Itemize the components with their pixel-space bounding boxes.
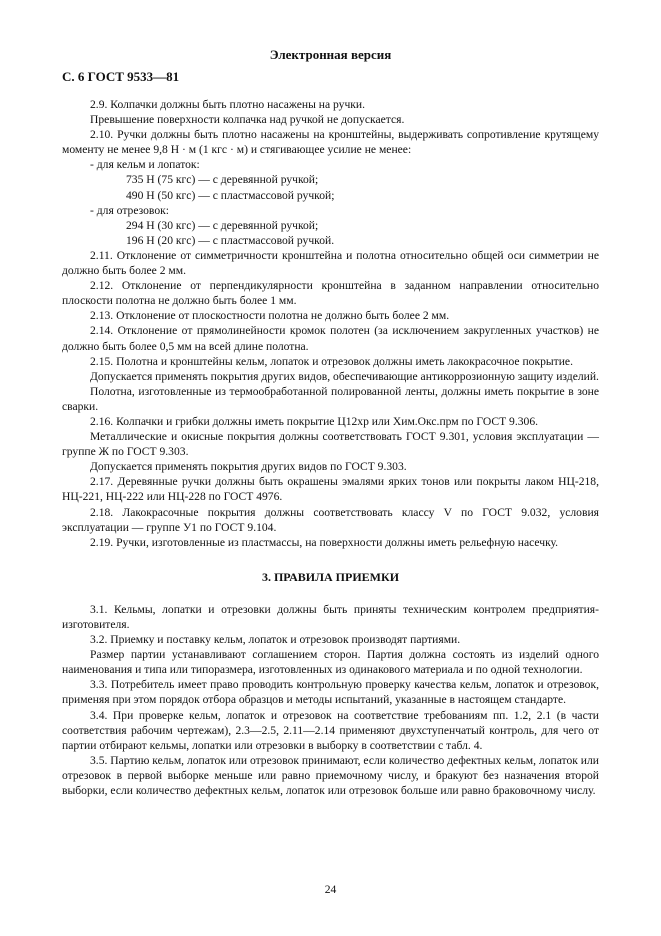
clause-2-9: 2.9. Колпачки должны быть плотно насажены на ручки.: [90, 98, 366, 111]
clause-2-16: 2.16. Колпачки и грибки должны иметь покрытие Ц12хр или Хим.Окс.прм по ГОСТ 9.306.: [90, 414, 539, 428]
section-title: 3. ПРАВИЛА ПРИЕМКИ: [261, 569, 400, 584]
clause-2-12: 2.12. Отклонение от перпендикулярности кронштейна в заданном направлении относительно плоскости полотна не должно быть более 1 мм.: [62, 279, 599, 308]
clause-2-15-note: Допускается применять покрытия других видов, обеспечивающие антикоррозионную защиту изделий.: [90, 369, 599, 383]
document-header: С. 6 ГОСТ 9533—81: [62, 69, 180, 84]
clause-2-16-note: Допускается применять покрытия других видов по ГОСТ 9.303.: [90, 460, 407, 474]
clause-2-16-note: Металлические и окисные покрытия должны соответствовать ГОСТ 9.301, условия эксплуатации — группе Ж по ГОСТ 9.303.: [62, 430, 599, 459]
clause-2-18: 2.18. Лакокрасочные покрытия должны соответствовать классу V по ГОСТ 9.032, условия эксплуатации — группе У1 по ГОСТ 9.104.: [62, 505, 599, 534]
clause-3-2: 3.2. Приемку и поставку кельм, лопаток и отрезовок производят партиями.: [90, 633, 461, 647]
clause-3-2-note: Размер партии устанавливают соглашением сторон. Партия должна состоять из изделий одного наименования и типа или типоразмера, изготовленных из одинакового материала и по одной технологии.: [62, 648, 599, 677]
page-number: 24: [324, 883, 337, 896]
clause-2-15-note: Полотна, изготовленные из термообработанной полированной ленты, должны иметь покрытие в зоне сварки.: [62, 384, 599, 413]
list-cutters-head: - для отрезовок:: [90, 203, 169, 217]
clause-2-14: 2.14. Отклонение от прямолинейности кромок полотен (за исключением закругленных участков) не должно быть более 0,5 мм на всей длине полотна.: [62, 324, 599, 353]
clause-2-17: 2.17. Деревянные ручки должны быть окрашены эмалями ярких тонов или покрыты лаком НЦ-218, НЦ-221, НЦ-222 или НЦ-228 по ГОСТ 4976.: [62, 475, 599, 504]
electronic-version-label: Электронная версия: [269, 47, 392, 62]
clause-3-1: 3.1. Кельмы, лопатки и отрезовки должны быть приняты техническим контролем предприятия-изготовителя.: [62, 602, 599, 631]
clause-2-15: 2.15. Полотна и кронштейны кельм, лопаток и отрезовок должны иметь лакокрасочное покрытие.: [90, 354, 573, 368]
list-cutters-item: 294 Н (30 кгс) — с деревянной ручкой;: [126, 218, 319, 232]
clause-2-13: 2.13. Отклонение от плоскостности полотна не должно быть более 2 мм.: [90, 309, 450, 323]
list-cutters-item: 196 Н (20 кгс) — с пластмассовой ручкой.: [126, 233, 335, 247]
clause-3-4: 3.4. При проверке кельм, лопаток и отрезовок на соответствие требованиям пп. 1.2, 2.1 (в части соответствия рабочим чертежам), 2.3—2.5, 2.11—2.14 применяют двухступенчатый контроль, для чего от партии отбирают кельмы, лопатки или отрезовки в выборку в соответствии с табл. 4.: [62, 708, 599, 752]
clause-3-5: 3.5. Партию кельм, лопаток или отрезовок принимают, если количество дефектных кельм, лопаток или отрезовок в первой выборке меньше или равно приемочному числу, и бракуют без назначения второй выборки, если количество дефектных кельм, лопаток или отрезовок больше или равно браковочному числу.: [62, 753, 599, 798]
clause-2-9-note: Превышение поверхности колпачка над ручкой не допускается.: [90, 113, 405, 127]
clause-2-10: 2.10. Ручки должны быть плотно насажены на кронштейны, выдерживать сопротивление крутящему моменту не менее 9,8 Н · м (1 кгс · м) и стягивающее усилие не менее:: [62, 128, 599, 157]
clause-3-3: 3.3. Потребитель имеет право проводить контрольную проверку качества кельм, лопаток и отрезовок, применяя при этом порядок отбора образцов и методы испытаний, указанные в настоящем стандарте.: [62, 678, 599, 707]
clause-2-19: 2.19. Ручки, изготовленные из пластмассы, на поверхности должны иметь рельефную насечку.: [90, 535, 559, 549]
list-trowels-item: 735 Н (75 кгс) — с деревянной ручкой;: [126, 173, 319, 187]
list-trowels-item: 490 Н (50 кгс) — с пластмассовой ручкой;: [126, 188, 335, 202]
document-body: [62, 97, 599, 798]
list-trowels-head: - для кельм и лопаток:: [90, 158, 200, 172]
clause-2-11: 2.11. Отклонение от симметричности кронштейна и полотна относительно общей оси симметрии не должно быть более 2 мм.: [62, 248, 599, 278]
